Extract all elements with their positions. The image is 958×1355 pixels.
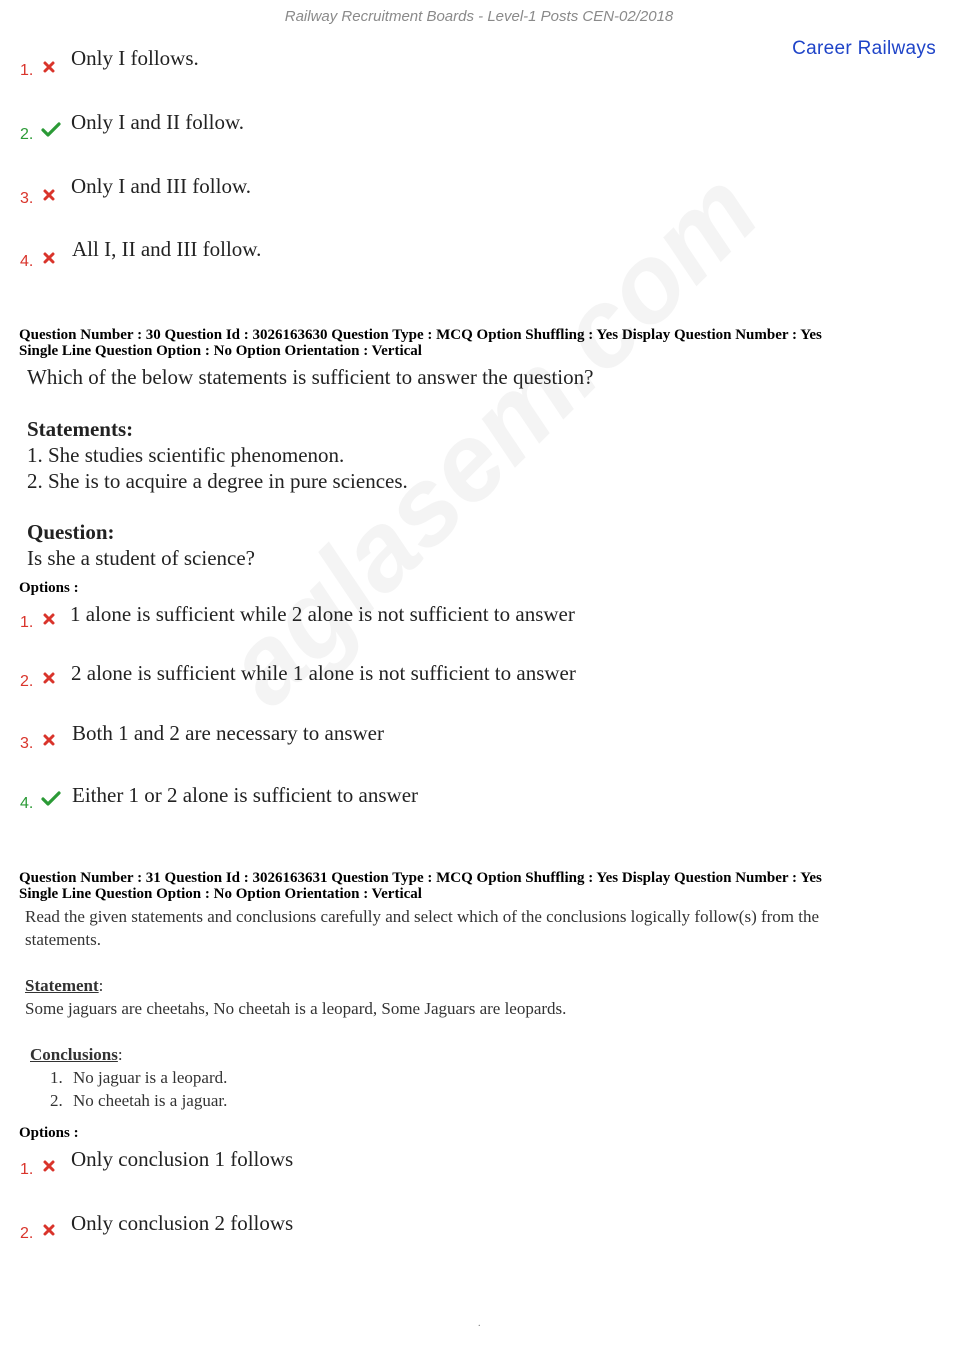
cross-icon — [42, 612, 56, 626]
option-text: Only I follows. — [71, 46, 199, 70]
check-icon — [41, 791, 61, 807]
option-text: Either 1 or 2 alone is sufficient to answer — [72, 783, 419, 807]
option-text: Only I and II follow. — [71, 110, 245, 134]
watermark — [200, 147, 783, 730]
check-icon — [41, 122, 61, 138]
statement-heading-row — [25, 976, 103, 996]
question-prompt-line2: statements. — [25, 930, 102, 949]
question-meta-line2: Single Line Question Option : No Option Orientation : Vertical — [19, 343, 422, 359]
option-number: 3. — [20, 190, 34, 207]
option-text: Only I and III follow. — [71, 174, 252, 198]
options-label: Options : — [19, 1125, 79, 1141]
statement-colon: : — [98, 976, 104, 995]
option-number: 2. — [20, 126, 34, 143]
cross-icon — [42, 60, 56, 74]
statement-item: 2. She is to acquire a degree in pure sciences. — [27, 469, 408, 493]
question-prompt-line1: Read the given statements and conclusions carefully and select which of the conclusions logically follow(s) from the — [25, 907, 820, 926]
option-number: 4. — [20, 253, 34, 270]
option-number: 1. — [20, 614, 34, 631]
brand-label: Career Railways — [792, 38, 936, 59]
cross-icon — [42, 251, 56, 265]
option-text: 1 alone is sufficient while 2 alone is not sufficient to answer — [70, 602, 575, 626]
option-text: Both 1 and 2 are necessary to answer — [72, 721, 384, 745]
conclusions-colon: : — [117, 1045, 123, 1064]
question-body: Is she a student of science? — [27, 546, 255, 570]
option-text: All I, II and III follow. — [72, 237, 262, 261]
cross-icon — [42, 1159, 56, 1173]
question-meta-line2: Single Line Question Option : No Option Orientation : Vertical — [19, 886, 422, 902]
option-number: 3. — [20, 735, 34, 752]
option-text: Only conclusion 2 follows — [71, 1211, 294, 1235]
cross-icon — [42, 733, 56, 747]
cross-icon — [42, 1223, 56, 1237]
statement-item: 1. She studies scientific phenomenon. — [27, 443, 345, 467]
conclusion-number: 1. — [50, 1068, 63, 1087]
option-text: 2 alone is sufficient while 1 alone is not sufficient to answer — [71, 661, 576, 685]
conclusion-item — [50, 1068, 227, 1088]
option-number: 1. — [20, 1161, 34, 1178]
option-text: Only conclusion 1 follows — [71, 1147, 294, 1171]
conclusion-item — [50, 1091, 227, 1111]
conclusions-heading-row — [30, 1045, 123, 1065]
option-number: 2. — [20, 1225, 34, 1242]
option-number: 2. — [20, 673, 34, 690]
conclusions-heading: Conclusions — [30, 1045, 118, 1064]
statements-heading: Statements: — [27, 417, 134, 441]
statement-body: Some jaguars are cheetahs, No cheetah is a leopard, Some Jaguars are leopards. — [25, 999, 567, 1018]
cross-icon — [42, 671, 56, 685]
conclusion-number: 2. — [50, 1091, 63, 1110]
option-number: 1. — [20, 62, 34, 79]
conclusion-text: No cheetah is a jaguar. — [73, 1091, 228, 1110]
question-prompt: Which of the below statements is sufficient to answer the question? — [27, 365, 594, 389]
question-heading: Question: — [27, 520, 115, 544]
question-meta-line1: Question Number : 31 Question Id : 3026163631 Question Type : MCQ Option Shuffling : Yes Display Question Number : Yes — [19, 870, 822, 886]
question-meta-line1: Question Number : 30 Question Id : 3026163630 Question Type : MCQ Option Shuffling : Yes Display Question Number : Yes — [19, 327, 822, 343]
page-header: Railway Recruitment Boards - Level-1 Posts CEN-02/2018 — [284, 8, 674, 25]
statement-heading: Statement — [25, 976, 99, 995]
conclusion-text: No jaguar is a leopard. — [73, 1068, 228, 1087]
cross-icon — [42, 188, 56, 202]
options-label: Options : — [19, 580, 79, 596]
footer-dot: . — [478, 1318, 481, 1329]
option-number: 4. — [20, 795, 34, 812]
